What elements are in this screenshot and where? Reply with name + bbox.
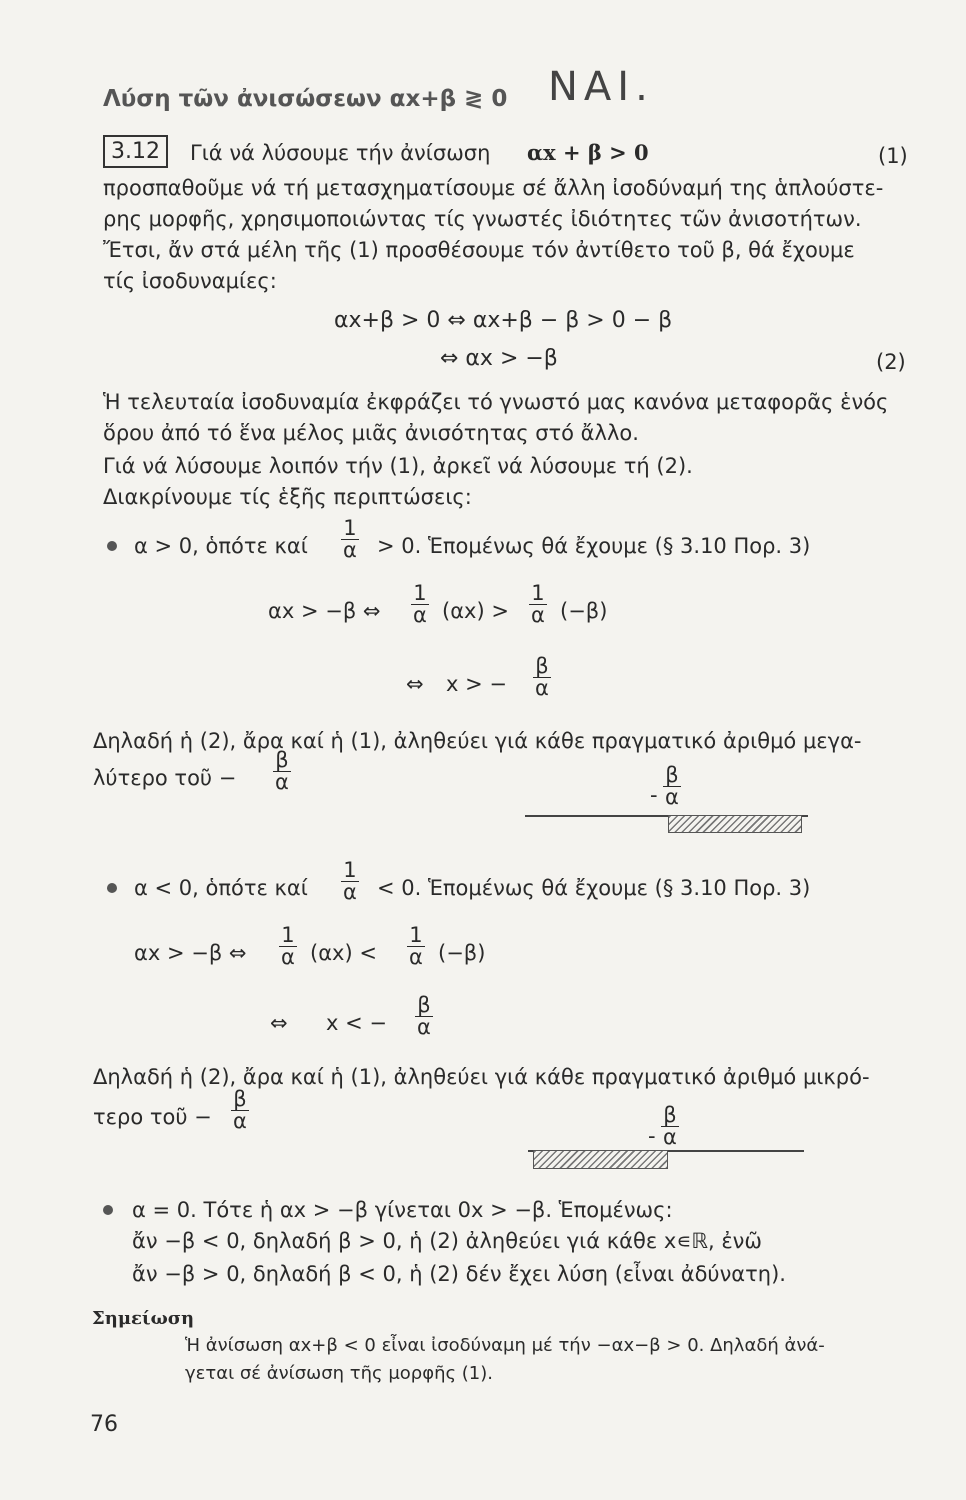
case1-eq-part-c: (−β) (560, 599, 608, 623)
fraction-denominator: α (343, 880, 357, 904)
solution-region-2 (533, 1150, 668, 1169)
bullet-icon (107, 883, 117, 893)
case1-eq-part-e: x > − (446, 672, 507, 696)
note-line-2: γεται σέ ἀνίσωση τῆς μορφῆς (1). (185, 1363, 493, 1384)
fraction-numerator: β (665, 763, 679, 787)
case3-line-1: α = 0. Τότε ἡ αx > −β γίνεται 0x > −β. Ἑπομένως: (132, 1198, 673, 1222)
para2-line-4: Διακρίνουμε τίς ἑξῆς περιπτώσεις: (103, 485, 472, 509)
case3-line-3: ἄν −β > 0, δηλαδή β < 0, ἡ (2) δέν ἔχει λύση (εἶναι ἀδύνατη). (132, 1262, 786, 1286)
fraction-numerator: 1 (281, 923, 295, 947)
case1-conclusion-1: Δηλαδή ἡ (2), ἄρα καί ἡ (1), ἀληθεύει γιά κάθε πραγματικό ἀριθμό μεγα- (93, 729, 862, 753)
equation-label-1: (1) (878, 144, 908, 168)
fraction-numerator: β (233, 1087, 247, 1111)
fraction-numerator: 1 (343, 516, 357, 540)
fraction-numerator: 1 (413, 581, 427, 605)
intro-line-4: Ἔτσι, ἄν στά μέλη τῆς (1) προσθέσουμε τόν ἀντίθετο τοῦ β, θά ἔχουμε (103, 238, 855, 262)
intro-line-5: τίς ἰσοδυναμίες: (103, 269, 277, 293)
fraction-numerator: β (417, 993, 431, 1017)
fraction-denominator: α (663, 1125, 677, 1149)
equivalence-line-1: αx+β > 0 ⇔ αx+β − β > 0 − β (334, 308, 673, 333)
equation-label-2: (2) (876, 350, 906, 374)
bullet-icon (107, 541, 117, 551)
case2-eq-part-e: x < − (326, 1011, 387, 1035)
case2-conclusion-1: Δηλαδή ἡ (2), ἄρα καί ἡ (1), ἀληθεύει γιά κάθε πραγματικό ἀριθμό μικρό- (93, 1065, 870, 1089)
note-title: Σημείωση (92, 1308, 195, 1329)
case1-eq-part-a: αx > −β ⇔ (268, 599, 381, 623)
case2-conclusion-2: τερο τοῦ − (93, 1105, 212, 1129)
case2-eq-part-b: (αx) < (310, 941, 377, 965)
axis2-minus: - (648, 1124, 656, 1148)
para2-line-3: Γιά νά λύσουμε λοιπόν τήν (1), ἀρκεῖ νά λύσουμε τή (2). (103, 454, 693, 478)
fraction-denominator: α (409, 945, 423, 969)
fraction-denominator: α (275, 770, 289, 794)
case2-eq-part-d: ⇔ (270, 1011, 288, 1035)
section-number-box: 3.12 (103, 135, 168, 168)
fraction-numerator: 1 (531, 581, 545, 605)
fraction-numerator: 1 (409, 923, 423, 947)
case1-beta-fraction (530, 656, 554, 699)
intro-line-1: Γιά νά λύσουμε τήν ἀνίσωση (190, 141, 491, 165)
case1-fraction-3 (526, 583, 550, 626)
section-heading: Λύση τῶν ἀνισώσεων αx+β ≷ 0 (103, 86, 508, 112)
fraction-denominator: α (665, 785, 679, 809)
fraction-denominator: α (281, 945, 295, 969)
case1-eq-part-b: (αx) > (442, 599, 509, 623)
case1-fraction (338, 518, 362, 561)
fraction-denominator: α (531, 603, 545, 627)
case1-eq-part-d: ⇔ (406, 672, 424, 696)
axis1-label (660, 765, 684, 808)
axis1-minus: - (650, 783, 658, 807)
case2-end: < 0. Ἑπομένως θά ἔχουμε (§ 3.10 Πορ. 3) (377, 876, 811, 900)
axis2-label (658, 1105, 682, 1148)
case1-conclusion-2: λύτερο τοῦ − (93, 766, 237, 790)
intro-line-2: προσπαθοῦμε νά τή μετασχηματίσουμε σέ ἄλλη ἰσοδύναμή της ἁπλούστε- (103, 176, 884, 200)
case2-beta-fraction (412, 995, 436, 1038)
intro-line-3: ρης μορφῆς, χρησιμοποιώντας τίς γνωστές ἰδιότητες τῶν ἀνισοτήτων. (103, 207, 862, 231)
solution-region-1 (668, 815, 802, 833)
case1-start: α > 0, ὁπότε καί (134, 534, 308, 558)
case2-start: α < 0, ὁπότε καί (134, 876, 308, 900)
case2-conclusion-fraction (228, 1089, 252, 1132)
fraction-numerator: β (663, 1103, 677, 1127)
case2-eq-part-c: (−β) (438, 941, 486, 965)
fraction-denominator: α (413, 603, 427, 627)
fraction-denominator: α (343, 538, 357, 562)
note-line-1: Ἡ ἀνίσωση αx+β < 0 εἶναι ἰσοδύναμη μέ τήν −αx−β > 0. Δηλαδή ἀνά- (185, 1335, 825, 1356)
case2-fraction-2 (276, 925, 300, 968)
case3-line-2: ἄν −β < 0, δηλαδή β > 0, ἡ (2) ἀληθεύει γιά κάθε x∊ℝ, ἐνῶ (132, 1229, 762, 1253)
equivalence-line-2: ⇔ αx > −β (440, 346, 558, 371)
handwritten-annotation: ΝΑΙ. (548, 64, 654, 110)
para2-line-2: ὅρου ἀπό τό ἕνα μέλος μιᾶς ἀνισότητας στό ἄλλο. (103, 421, 639, 445)
fraction-denominator: α (535, 676, 549, 700)
para2-line-1: Ἡ τελευταία ἰσοδυναμία ἐκφράζει τό γνωστό μας κανόνα μεταφορᾶς ἑνός (103, 390, 889, 414)
bullet-icon (103, 1205, 113, 1215)
case1-fraction-2 (408, 583, 432, 626)
fraction-numerator: β (535, 654, 549, 678)
fraction-denominator: α (233, 1109, 247, 1133)
case2-fraction (338, 860, 362, 903)
case1-end: > 0. Ἑπομένως θά ἔχουμε (§ 3.10 Πορ. 3) (377, 534, 811, 558)
fraction-numerator: β (275, 748, 289, 772)
fraction-denominator: α (417, 1015, 431, 1039)
page-number: 76 (90, 1412, 118, 1437)
fraction-numerator: 1 (343, 858, 357, 882)
case2-eq-part-a: αx > −β ⇔ (134, 941, 247, 965)
case2-fraction-3 (404, 925, 428, 968)
case1-conclusion-fraction (270, 750, 294, 793)
intro-inequality: αx + β > 0 (527, 140, 649, 165)
